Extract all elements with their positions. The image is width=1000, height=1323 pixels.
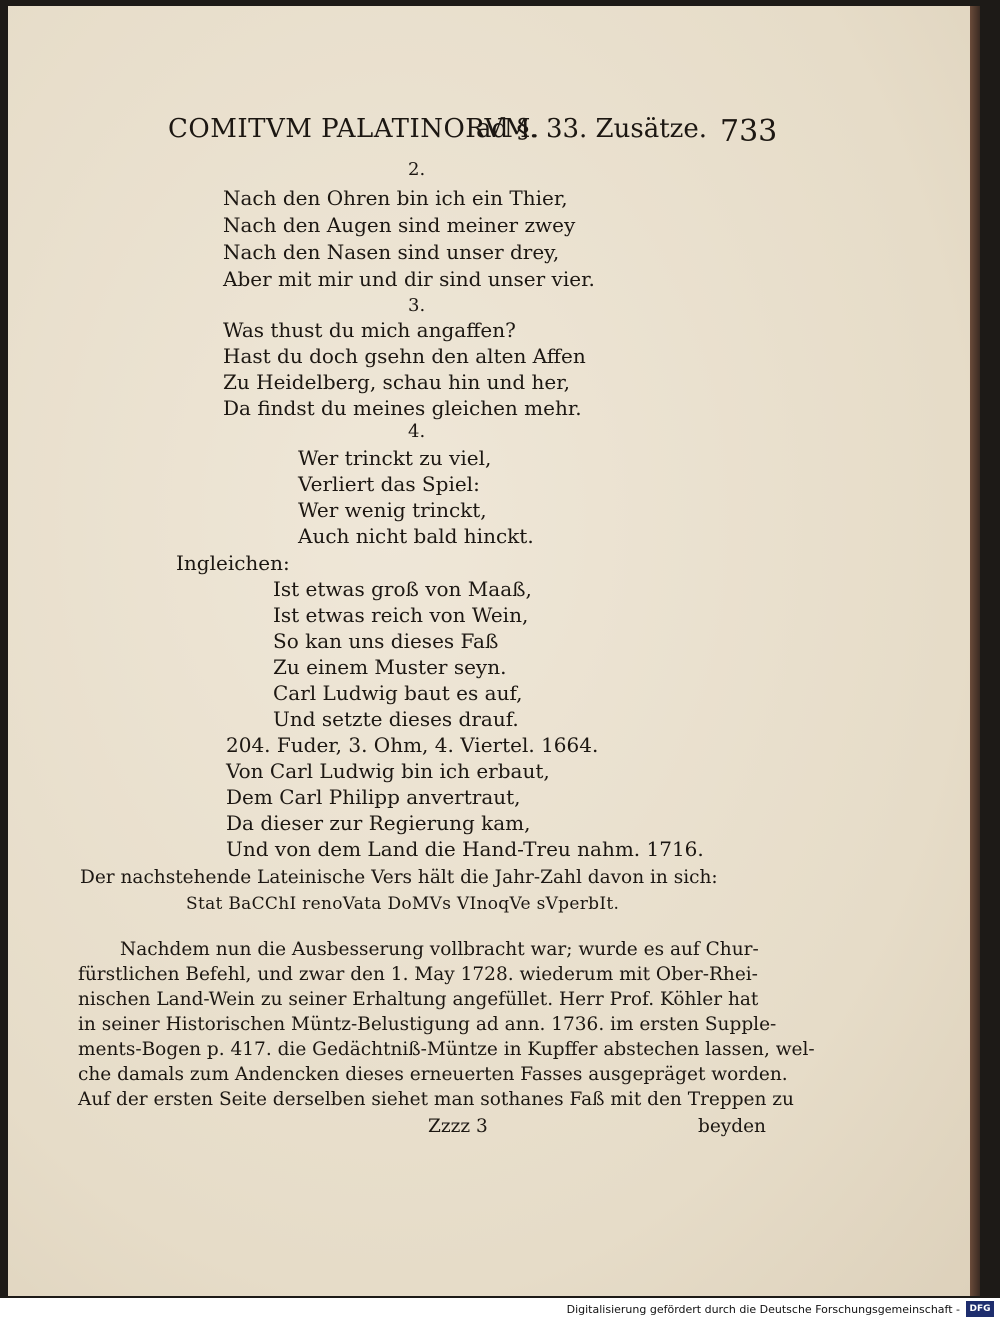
verse-line: Aber mit mir und dir sind unser vier.: [223, 267, 595, 291]
book-page: [8, 6, 970, 1296]
paragraph-line: in seiner Historischen Müntz-Belustigung ad ann. 1736. im ersten Supple-: [78, 1014, 777, 1035]
verse-line: Da findst du meines gleichen mehr.: [223, 396, 582, 420]
page-edge: [970, 6, 980, 1296]
verse-line: Hast du doch gsehn den alten Affen: [223, 344, 586, 368]
inscription-line: Und von dem Land die Hand-Treu nahm. 1716.: [226, 837, 704, 861]
verse-line: Nach den Ohren bin ich ein Thier,: [223, 186, 568, 210]
section-reference: ad §. 33. Zusätze.: [476, 114, 708, 144]
paragraph-line: Nachdem nun die Ausbesserung vollbracht war; wurde es auf Chur-: [120, 939, 759, 960]
verse-line: Zu Heidelberg, schau hin und her,: [223, 370, 570, 394]
inscription-line: Von Carl Ludwig bin ich erbaut,: [226, 759, 550, 783]
ingleichen-label: Ingleichen:: [176, 551, 290, 575]
verse-line: Ist etwas reich von Wein,: [273, 603, 529, 627]
inscription-line: Da dieser zur Regierung kam,: [226, 811, 531, 835]
verse-line: Zu einem Muster seyn.: [273, 655, 507, 679]
inscription-line: Dem Carl Philipp anvertraut,: [226, 785, 521, 809]
paragraph-line: fürstlichen Befehl, und zwar den 1. May 1728. wiederum mit Ober-Rhei-: [78, 964, 758, 985]
poem-number: 3.: [408, 295, 426, 316]
verse-line: Was thust du mich angaffen?: [223, 318, 516, 342]
catchword: beyden: [698, 1116, 766, 1137]
chronogram-intro: Der nachstehende Lateinische Vers hält die Jahr-Zahl davon in sich:: [80, 867, 718, 888]
verse-line: Wer trinckt zu viel,: [298, 446, 492, 470]
paragraph-line: Auf der ersten Seite derselben siehet man sothanes Faß mit den Treppen zu: [78, 1089, 794, 1110]
footer-bar: [0, 1298, 1000, 1323]
dfg-logo: DFG: [966, 1301, 994, 1317]
paragraph-line: ments-Bogen p. 417. die Gedächtniß-Müntze in Kupffer abstechen lassen, wel-: [78, 1039, 815, 1060]
verse-line: So kan uns dieses Faß: [273, 629, 499, 653]
verse-line: Nach den Nasen sind unser drey,: [223, 240, 560, 264]
inscription-line: 204. Fuder, 3. Ohm, 4. Viertel. 1664.: [226, 733, 599, 757]
verse-line: Carl Ludwig baut es auf,: [273, 681, 523, 705]
page-number: 733: [720, 114, 778, 149]
chronogram-verse: Stat BaCChI renoVata DoMVs VInoqVe sVperbIt.: [186, 894, 620, 914]
verse-line: Ist etwas groß von Maaß,: [273, 577, 532, 601]
poem-number: 2.: [408, 159, 426, 180]
poem-number: 4.: [408, 421, 426, 442]
footer-credit: Digitalisierung gefördert durch die Deutsche Forschungsgemeinschaft -: [566, 1303, 960, 1316]
signature-mark: Zzzz 3: [428, 1116, 488, 1137]
verse-line: Nach den Augen sind meiner zwey: [223, 213, 576, 237]
verse-line: Und setzte dieses drauf.: [273, 707, 519, 731]
verse-line: Wer wenig trinckt,: [298, 498, 487, 522]
running-head: COMITVM PALATINORVM.: [168, 114, 540, 144]
verse-line: Verliert das Spiel:: [298, 472, 480, 496]
verse-line: Auch nicht bald hinckt.: [298, 524, 534, 548]
paragraph-line: che damals zum Andencken dieses erneuerten Fasses ausgepräget worden.: [78, 1064, 788, 1085]
paragraph-line: nischen Land-Wein zu seiner Erhaltung angefüllet. Herr Prof. Köhler hat: [78, 989, 759, 1010]
